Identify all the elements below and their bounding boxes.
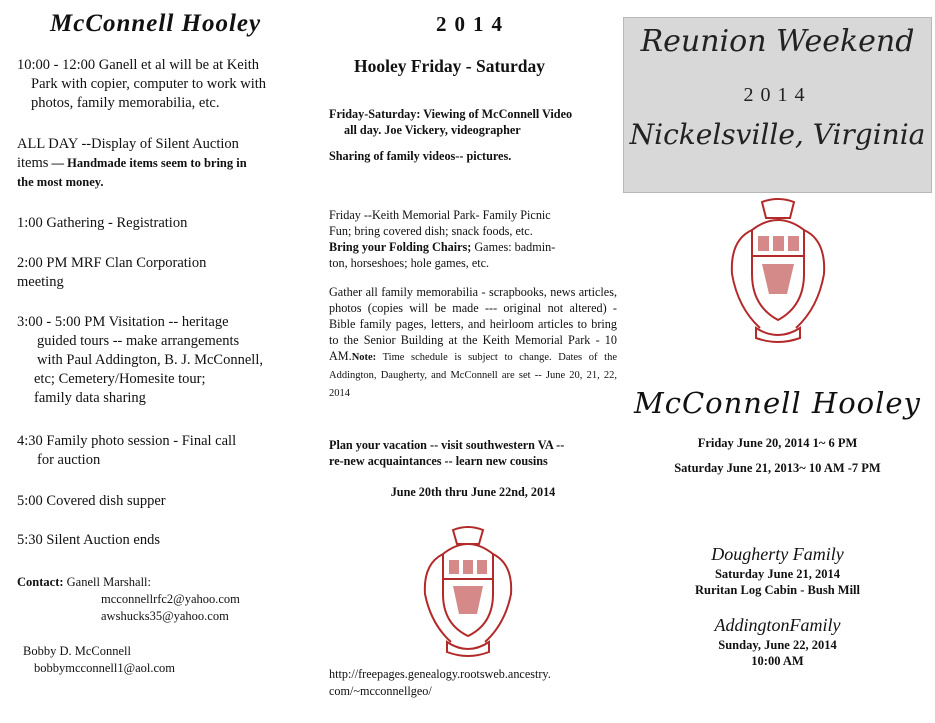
schedule-item-500: 5:00 Covered dish supper (17, 493, 166, 509)
family-crest-icon (413, 524, 523, 660)
text-line: ton, horseshoes; hole games, etc. (329, 256, 490, 270)
item-time: 3:00 - 5:00 (17, 314, 81, 330)
item-text-cont: Cemetery/Homesite tour; (54, 371, 206, 387)
text-line: Fun; bring covered dish; snack foods, etc. (329, 224, 533, 238)
note-text: Time schedule is subject to change. Dates of the Addington, Daugherty, and McConnell are set -- June 20, 21, 22, 2014 (329, 352, 617, 399)
text-line: Games: badmin- (471, 240, 556, 254)
reunion-title: Reunion Weekend (640, 24, 915, 59)
panel-heading: Hooley Friday - Saturday (354, 56, 546, 76)
contact-block (17, 574, 307, 625)
contact-email: awshucks35@yahoo.com (101, 609, 229, 623)
url-line[interactable]: http://freepages.genealogy.rootsweb.ancestry. (329, 667, 551, 681)
text-line: Plan your vacation -- visit southwestern VA -- (329, 438, 565, 452)
right-panel (620, 0, 935, 723)
dougherty-family-title: Dougherty Family (711, 544, 844, 564)
dougherty-date: Saturday June 21, 2014 (714, 567, 841, 581)
website-link[interactable] (329, 666, 617, 700)
contact-email: bobbymcconnell1@aol.com (34, 661, 175, 675)
text-line: Friday-Saturday: Viewing of McConnell Video (329, 107, 573, 121)
addington-date: Sunday, June 22, 2014 (718, 638, 837, 652)
contact-label: Contact: (17, 575, 64, 589)
contact-name: Ganell Marshall: (63, 575, 151, 589)
addington-time: 10:00 AM (751, 654, 804, 668)
item-text-cont: guided tours -- make arrangements (37, 333, 240, 349)
memorabilia-note (329, 284, 617, 402)
text-line: Bring your Folding Chairs; (329, 240, 472, 254)
left-panel (0, 0, 310, 723)
reunion-year: 2014 (743, 84, 812, 106)
sharing-note: Sharing of family videos-- pictures. (329, 149, 512, 163)
text-body: Gather all family memorabilia - scrapbooks, news articles, photos (copies will be made --- original not altered) - Bible family pages, letters, and heirloom articles to bring to the Senior Building at the Keith Memorial Park - 10 AM. (329, 285, 617, 363)
video-note (329, 106, 617, 138)
year-heading: 2014 (436, 12, 510, 36)
reunion-title-box (623, 17, 932, 193)
item-text: items (17, 155, 49, 171)
item-text: 2:00 PM MRF Clan Corporation (17, 255, 207, 271)
item-note: — Handmade items seem to bring in (48, 156, 247, 170)
item-time: 10:00 - 12:00 (17, 57, 96, 73)
addington-family-title: AddingtonFamily (714, 615, 841, 635)
friday-schedule: Friday June 20, 2014 1~ 6 PM (697, 436, 858, 450)
item-text: ALL DAY --Display of Silent Auction (17, 136, 239, 152)
family-crest-icon (720, 196, 836, 346)
saturday-schedule: Saturday June 21, 2013~ 10 AM -7 PM (674, 461, 881, 475)
item-text: 4:30 Family photo session - Final call (17, 433, 237, 449)
dates-line: June 20th thru June 22nd, 2014 (390, 485, 556, 499)
note-label: Note: (351, 352, 377, 363)
schedule-item-200 (17, 254, 307, 292)
vacation-note (329, 437, 617, 469)
reunion-location: Nickelsville, Virginia (629, 118, 926, 151)
url-line[interactable]: com/~mcconnellgeo/ (329, 684, 432, 698)
item-text-cont: family data sharing (34, 390, 146, 406)
item-text: Ganell et al will be at Keith (95, 57, 260, 73)
text-line: all day. Joe Vickery, videographer (344, 123, 521, 137)
schedule-item-530: 5:30 Silent Auction ends (17, 532, 160, 548)
item-text-cont: Park with copier, computer to work with (31, 76, 266, 92)
contact-block-2 (23, 643, 313, 677)
schedule-item-300 (17, 313, 307, 408)
item-note: the most money. (17, 175, 104, 189)
picnic-note (329, 207, 617, 271)
item-text: PM Visitation -- heritage (80, 314, 229, 330)
item-text-cont: etc; (34, 371, 55, 387)
item-text-cont: with Paul Addington, B. J. McConnell, (37, 352, 263, 368)
middle-panel (318, 0, 618, 723)
contact-email: mcconnellrfc2@yahoo.com (101, 592, 240, 606)
text-line: re-new acquaintances -- learn new cousins (329, 454, 548, 468)
dougherty-place: Ruritan Log Cabin - Bush Mill (695, 583, 860, 597)
panel-title: McConnell Hooley (50, 10, 262, 37)
text-line: Friday --Keith Memorial Park- Family Picnic (329, 208, 551, 222)
schedule-item-1000 (17, 56, 307, 113)
item-text: meeting (17, 274, 64, 290)
item-text-cont: photos, family memorabilia, etc. (31, 95, 220, 111)
schedule-item-100: 1:00 Gathering - Registration (17, 215, 188, 231)
schedule-item-allday (17, 135, 307, 192)
hooley-title: McConnell Hooley (634, 386, 921, 420)
schedule-item-430 (17, 432, 307, 470)
item-text-cont: for auction (37, 452, 101, 468)
contact-name: Bobby D. McConnell (23, 644, 131, 658)
